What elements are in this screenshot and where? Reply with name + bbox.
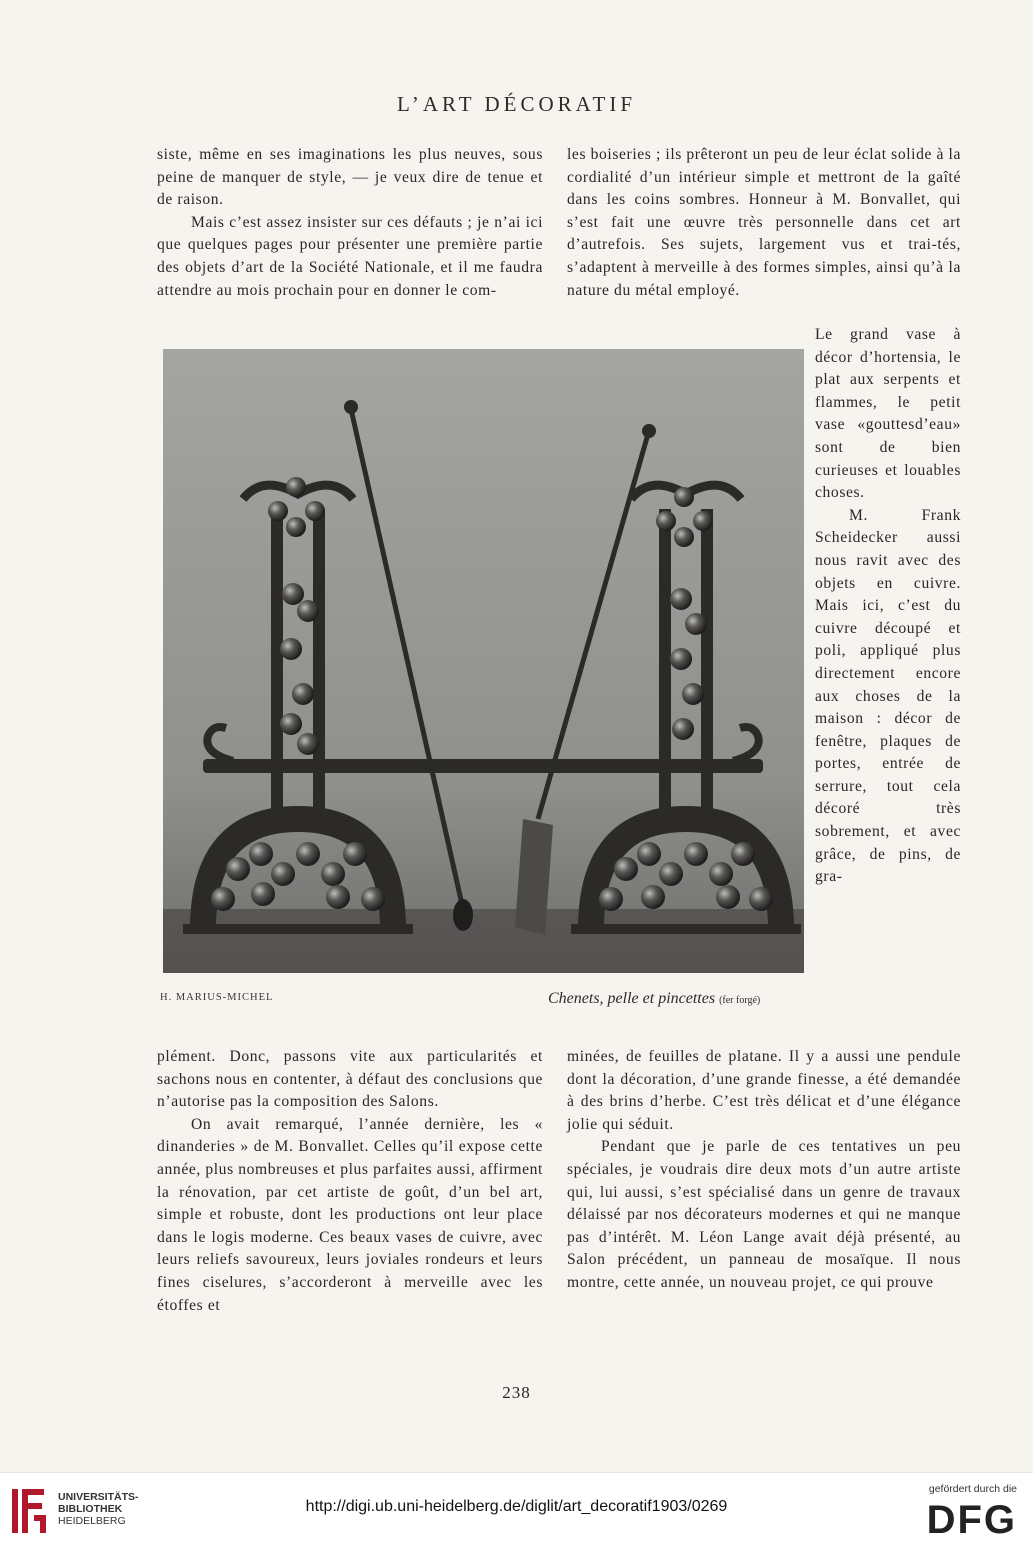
figure-caption [548,990,760,1008]
paragraph: les boiseries ; ils prêteront un peu de leur éclat solide à la cordialité d’un intérieur simple et mettront de la gaîté dans les coins sombres. Honneur à M. Bonvallet, qui s’est fait une œuvre très personnelle dans cet art d’autrefois. Ses sujets, largement vus et trai-tés, s’adaptent à merveille à des formes simples, ainsi qu’à la nature du métal employé. [567,146,962,299]
funding-note: gefördert durch die [928,1483,1017,1495]
paragraph: siste, même en ses imaginations les plus neuves, sous peine de manquer de style, — je veux dire de tenue et de raison. [157,146,543,209]
library-name-line: BIBLIOTHEK [58,1503,123,1515]
andirons-photograph [163,349,804,973]
paragraph: Le grand vase à décor d’hortensia, le plat aux serpents et flammes, le petit vase «gouttesd’eau» sont de bien curieuses et louables choses. [815,326,961,502]
column-side [815,324,961,889]
digitization-footer [0,1472,1033,1549]
column-bottom-right [567,1046,961,1295]
figure-credit: H. MARIUS-MICHEL [160,992,274,1003]
paragraph: On avait remarqué, l’année dernière, les « dinanderies » de M. Bonvallet. Celles qu’il expose cette année, plus nombreuses et plus parfaites aussi, affirment la rénovation, par cet artiste de goût, d’un bel art, simple et robuste, dont les productions ont leur place dans le logis moderne. Ces beaux vases de cuivre, avec leurs reliefs savoureux, leurs joviales rondeurs et leurs fines ciselures, s’accorderont à merveille avec les étoffes et [157,1115,543,1314]
caption-title: Chenets, pelle et pincettes [548,990,716,1007]
paragraph: minées, de feuilles de platane. Il y a aussi une pendule dont la décoration, d’une grande finesse, a été demandée à des brins d’herbe. C’est très délicat et d’une élégance jolie qui séduit. [567,1048,961,1133]
column-top-right [567,144,961,302]
column-bottom-left [157,1046,543,1317]
andirons-illustration [163,349,804,973]
paragraph: Pendant que je parle de ces tentatives un peu spéciales, je voudrais dire deux mots d’un autre artiste qui, lui aussi, s’est spécialisé dans un genre de travaux délaissé par nos décorateurs modernes et qui ne manque pas d’intérêt. M. Léon Lange avait déjà présenté, au Salon précédent, un panneau de mosaïque. Il nous montre, cette année, un nouveau projet, ce qui prouve [567,1138,961,1291]
paragraph: M. Frank Scheidecker aussi nous ravit avec des objets en cuivre. Mais ici, c’est du cuivre découpé et poli, appliqué plus directement encore aux choses de la maison : décor de fenêtre, plaques de portes, entrée de serrure, tout cela décoré très sobrement, et avec grâce, de pins, de gra- [815,506,961,886]
paragraph: Mais c’est assez insister sur ces défauts ; je n’ai ici que quelques pages pour présenter une première partie des objets d’art de la Société Nationale, et il me faudra attendre au mois prochain pour en donner le com- [157,213,543,299]
dfg-logo[interactable]: DFG [926,1498,1017,1542]
paragraph: plément. Donc, passons vite aux particularités et sachons nous en contenter, à défaut des conclusions que n’autorise pas la composition des Salons. [157,1048,543,1111]
page-number: 238 [502,1383,531,1402]
library-name-line: UNIVERSITÄTS- [58,1491,139,1503]
column-top-left [157,144,543,302]
library-name-line: HEIDELBERG [58,1515,126,1527]
running-title: L’ART DÉCORATIF [396,92,636,116]
caption-material: (fer forgé) [719,995,761,1006]
permalink-url[interactable]: http://digi.ub.uni-heidelberg.de/diglit/art_decoratif1903/0269 [305,1498,728,1515]
